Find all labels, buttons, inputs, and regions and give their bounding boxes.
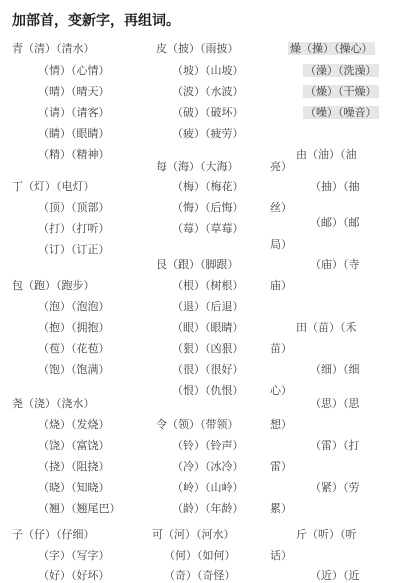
exercise-cell: （翘）（翘尾巴） [38, 502, 121, 515]
exercise-cell: （晓）（知晓） [38, 481, 110, 494]
highlighted-text: （澡）（洗澡） [305, 64, 377, 77]
exercise-cell: （抱）（拥抱） [38, 321, 110, 334]
exercise-cell: （细）（细 [310, 363, 360, 376]
exercise-cell: （思）（思 [310, 397, 360, 410]
exercise-cell: 包（跑）（跑步） [12, 279, 95, 292]
exercise-cell: （冷）（冰冷） [172, 460, 244, 473]
exercise-cell: （饶）（富饶） [38, 439, 110, 452]
exercise-cell: （请）（请客） [38, 106, 110, 119]
exercise-cell: （何）（如何） [164, 549, 236, 562]
exercise-cell: （苞）（花苞） [38, 342, 110, 355]
exercise-cell: （龄）（年龄） [172, 502, 244, 515]
exercise-cell: （顶）（顶部） [38, 201, 110, 214]
exercise-cell: 青（清）（清水） [12, 42, 95, 55]
exercise-cell: 心） [270, 384, 292, 397]
exercise-cell: 丁（灯）（电灯） [12, 180, 95, 193]
exercise-cell: 话） [270, 549, 292, 562]
exercise-cell: （雷）（打 [310, 439, 360, 452]
exercise-cell [288, 42, 375, 56]
exercise-cell: （狠）（凶狠） [172, 342, 244, 355]
exercise-cell: （根）（树根） [172, 279, 244, 292]
exercise-cell: 斤（听）（听 [296, 528, 357, 541]
exercise-cell: 累） [270, 502, 292, 515]
highlighted-text: 燥（操）（操心） [290, 42, 373, 55]
exercise-cell: （庙）（寺 [310, 258, 360, 271]
highlighted-text: （燥）（干燥） [305, 85, 377, 98]
exercise-cell: （烧）（发烧） [38, 418, 110, 431]
exercise-cell: （恨）（仇恨） [172, 384, 244, 397]
exercise-cell: （挠）（阻挠） [38, 460, 110, 473]
exercise-cell: （悔）（后悔） [172, 201, 244, 214]
exercise-cell: （抽）（抽 [310, 180, 360, 193]
exercise-cell: 可（河）（河水） [152, 528, 235, 541]
exercise-cell: （紧）（劳 [310, 481, 360, 494]
exercise-cell: 每（海）（大海） [156, 160, 239, 173]
exercise-cell: 田（苗）（禾 [296, 321, 357, 334]
highlighted-text: （噪）（噪音） [305, 106, 377, 119]
exercise-cell: 雷） [270, 460, 292, 473]
exercise-cell: （很）（很好） [172, 363, 244, 376]
exercise-cell: （晴）（晴天） [38, 85, 110, 98]
exercise-cell: （眼）（眼睛） [172, 321, 244, 334]
exercise-cell: （疲）（疲劳） [172, 127, 244, 140]
exercise-cell: 局） [270, 238, 292, 251]
exercise-cell: （邮）（邮 [310, 216, 360, 229]
exercise-cell: 丝） [270, 201, 292, 214]
exercise-cell: 子（仔）（仔细） [12, 528, 95, 541]
exercise-cell: （打）（打听） [38, 222, 110, 235]
exercise-cell: （睛）（眼睛） [38, 127, 110, 140]
exercise-cell: 庙） [270, 279, 292, 292]
exercise-cell: 亮） [270, 160, 292, 173]
exercise-cell: 由（油）（油 [296, 148, 357, 161]
exercise-cell: （奇）（奇怪） [164, 569, 236, 582]
exercise-cell: （坡）（山坡） [172, 64, 244, 77]
exercise-cell: 想） [270, 418, 292, 431]
exercise-cell: 尧（浇）（浇水） [12, 397, 95, 410]
exercise-cell: （精）（精神） [38, 148, 110, 161]
exercise-cell: （情）（心情） [38, 64, 110, 77]
exercise-cell: （梅）（梅花） [172, 180, 244, 193]
exercise-cell: （好）（好坏） [38, 569, 110, 582]
exercise-cell [303, 106, 379, 120]
exercise-cell: （饱）（饱满） [38, 363, 110, 376]
exercise-cell: 苗） [270, 342, 292, 355]
exercise-cell: （岭）（山岭） [172, 481, 244, 494]
exercise-cell: （波）（水波） [172, 85, 244, 98]
exercise-cell: 令（领）（带领） [156, 418, 239, 431]
exercise-cell: （字）（写字） [38, 549, 110, 562]
exercise-cell: （退）（后退） [172, 300, 244, 313]
exercise-cell: 艮（跟）（脚跟） [156, 258, 239, 271]
exercise-cell: （莓）（草莓） [172, 222, 244, 235]
worksheet-title: 加部首，变新字，再组词。 [12, 13, 180, 29]
exercise-cell: （铃）（铃声） [172, 439, 244, 452]
exercise-cell: （破）（破坏） [172, 106, 244, 119]
exercise-cell [303, 64, 379, 78]
exercise-cell: （订）（订正） [38, 243, 110, 256]
exercise-cell: （近）（近 [310, 569, 360, 582]
exercise-cell: （泡）（泡泡） [38, 300, 110, 313]
exercise-cell: 皮（披）（雨披） [156, 42, 239, 55]
exercise-cell [303, 85, 379, 99]
